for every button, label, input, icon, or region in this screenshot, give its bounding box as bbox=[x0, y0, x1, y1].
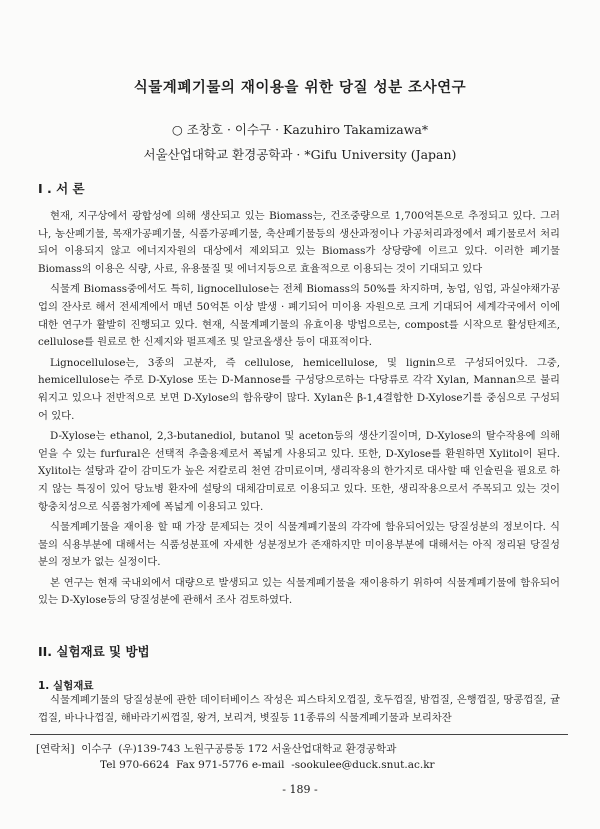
section-heading-introduction: I . 서 론 bbox=[38, 181, 85, 196]
intro-paragraph: D-Xylose는 ethanol, 2,3-butanediol, butanol 및 aceton등의 생산기질이며, D-Xylose의 탈수작용에 의해 얻을 수 있는 furfural은 선택적 추출용제로서 폭넓게 사용되고 있다. 또한, D-Xylose를 환원하면 Xylitol이 된다. Xylitol는 설탕과 같이 감미도가 높은 저칼로리 천연 감미료이며, 생리작용의 한가지로 대사할 때 인슐린을 필요로 하지 않는 특징이 있어 당뇨병 환자에 설탕의 대체감미료로 이용되고 있다. 또한, 생리작용으로서 주목되고 있는 것이 항충치성으로 식품첨가제에 폭넓게 이용되고 있다. bbox=[38, 430, 560, 513]
materials-paragraph: 식물계폐기물의 당질성분에 관한 데이터베이스 작성은 피스타치오껍질, 호두껍질, 밤껍질, 은행껍질, 땅콩껍질, 귤껍질, 바나나껍질, 해바라기씨껍질, 왕겨, 보리겨, 볏짚등 11종류의 식물계폐기물과 보리차잔 bbox=[38, 694, 560, 724]
intro-paragraph: 본 연구는 현재 국내외에서 대량으로 발생되고 있는 식물계폐기물을 재이용하기 위하여 식물계폐기물에 함유되어 있는 D-Xylose등의 당질성분에 관해서 조사 검토하였다. bbox=[38, 576, 560, 607]
intro-paragraph: Lignocellulose는, 3종의 고분자, 즉 cellulose, hemicellulose, 및 lignin으로 구성되어있다. 그중, hemicellulose는 주로 D-Xylose 또는 D-Mannose를 구성당으로하는 다당류로 각각 Xylan, Mannan으로 불리워지고 있으나 전반적으로 보면 D-Xylose의 함유량이 많다. Xylan은 β-1,4결합한 D-Xylose기를 중심으로 구성되어 있다. bbox=[38, 356, 560, 422]
contact-line: [연락처] 이수구 (우)139-743 노원구공릉동 172 서울산업대학교 환경공학과 bbox=[36, 743, 397, 755]
subsection-heading-materials: 1. 실험재료 bbox=[38, 680, 94, 692]
page-number: - 189 - bbox=[282, 783, 318, 796]
section-heading-methods: II. 실험재료 및 방법 bbox=[38, 644, 150, 659]
footnote-divider bbox=[30, 734, 568, 735]
intro-paragraph: 현재, 지구상에서 광합성에 의해 생산되고 있는 Biomass는, 건조중량으로 1,700억톤으로 추정되고 있다. 그러나, 농산폐기물, 목재가공폐기물, 식품가공폐기물, 축산폐기물등의 생산과정이나 가공처리과정에서 폐기물로서 처리되어 이용되지 않고 에너지자원의 대상에서 제외되고 있는 Biomass가 상당량에 이르고 있다. 이러한 폐기물 Biomass의 이용은 식량, 사료, 유용물질 및 에너지등으로 효율적으로 이용되는 것이 기대되고 있다 bbox=[38, 210, 560, 275]
contact-phone-email: Tel 970-6624 Fax 971-5776 e-mail -sookulee@duck.snut.ac.kr bbox=[100, 759, 435, 771]
author-list: ○ 조창호 · 이수구 · Kazuhiro Takamizawa* bbox=[171, 122, 429, 137]
introduction-body bbox=[38, 208, 560, 613]
affiliation: 서울산업대학교 환경공학과 · *Gifu University (Japan) bbox=[143, 147, 457, 162]
intro-paragraph: 식물계폐기물을 재이용 할 때 가장 문제되는 것이 식물계폐기물의 각각에 함유되어있는 당질성분의 정보이다. 식물의 식용부분에 대해서는 식품성분표에 자세한 성분정보가 존재하지만 미이용부분에 대해서는 아직 정리된 당질성분의 정보가 없는 실정이다. bbox=[38, 521, 560, 569]
intro-paragraph: 식물계 Biomass중에서도 특히, lignocellulose는 전체 Biomass의 50%를 차지하며, 농업, 임업, 과실야채가공업의 잔사로 해서 전세계에서 매년 50억톤 이상 발생 · 폐기되어 미이용 자원으로 크게 기대되어 세계각국에서 이에 대한 연구가 활발히 진행되고 있다. 현재, 식물계폐기물의 유효이용 방법으로는, compost를 시작으로 활성탄제조, cellulose를 원료로 한 신제지와 펄프제조 및 알코올생산 등이 대표적이다. bbox=[38, 283, 560, 349]
paper-title: 식물계폐기물의 재이용을 위한 당질 성분 조사연구 bbox=[133, 80, 467, 96]
